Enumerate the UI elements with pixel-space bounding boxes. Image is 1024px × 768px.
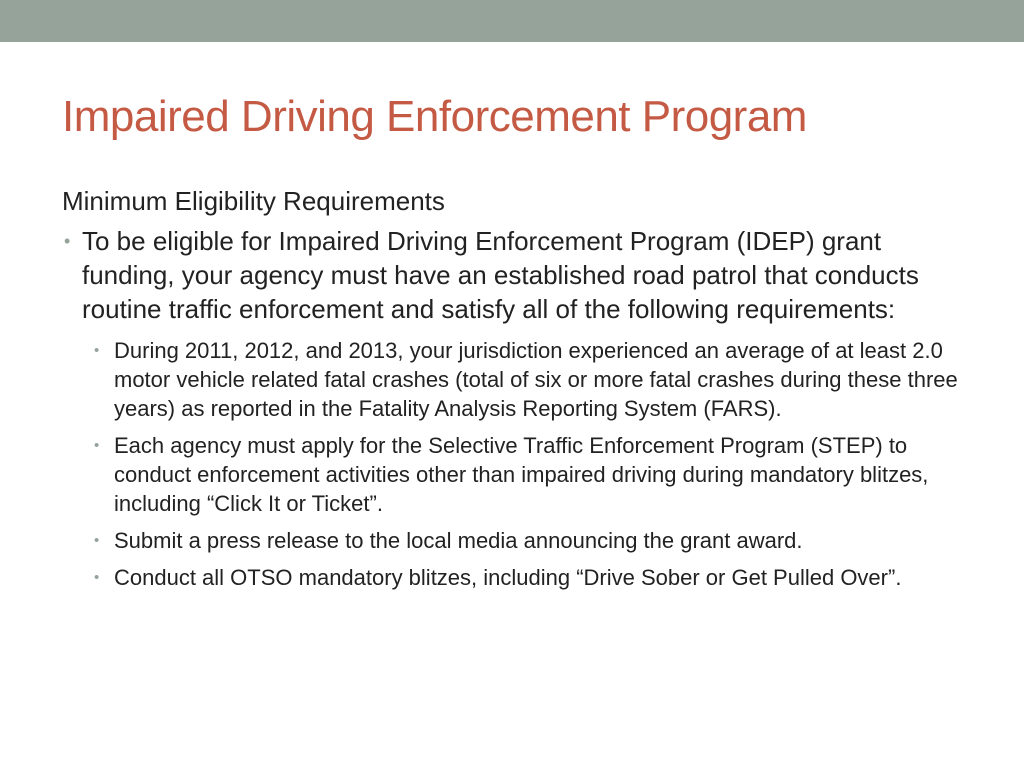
bullet-dot-icon: • (94, 437, 100, 454)
bullet-dot-icon: • (94, 532, 100, 549)
bullet-dot-icon: • (64, 231, 71, 251)
requirement-item (92, 336, 972, 423)
requirement-text: Each agency must apply for the Selective Traffic Enforcement Program (STEP) to conduct enforcement activities other than impaired driving during mandatory blitzes, including “Click It or Ticket”. (114, 433, 929, 516)
requirement-item (92, 431, 972, 518)
main-bullet-item (62, 224, 972, 592)
top-accent-bar (0, 0, 1024, 42)
requirement-item (92, 563, 972, 592)
subheading: Minimum Eligibility Requirements (62, 186, 445, 216)
bullet-dot-icon: • (94, 342, 100, 359)
requirements-list (92, 336, 972, 592)
requirement-text: During 2011, 2012, and 2013, your jurisdiction experienced an average of at least 2.0 motor vehicle related fatal crashes (total of six or more fatal crashes during these three years) as reported in the Fatality Analysis Reporting System (FARS). (114, 338, 958, 421)
slide-title: Impaired Driving Enforcement Program (62, 92, 807, 141)
requirement-item (92, 526, 972, 555)
bullet-dot-icon: • (94, 569, 100, 586)
main-bullet-text: To be eligible for Impaired Driving Enforcement Program (IDEP) grant funding, your agency must have an established road patrol that conducts routine traffic enforcement and satisfy all of the following requirements: (82, 226, 919, 324)
requirement-text: Submit a press release to the local media announcing the grant award. (114, 528, 803, 553)
requirement-text: Conduct all OTSO mandatory blitzes, including “Drive Sober or Get Pulled Over”. (114, 565, 902, 590)
slide-body (62, 184, 972, 600)
bullet-list (62, 224, 972, 592)
